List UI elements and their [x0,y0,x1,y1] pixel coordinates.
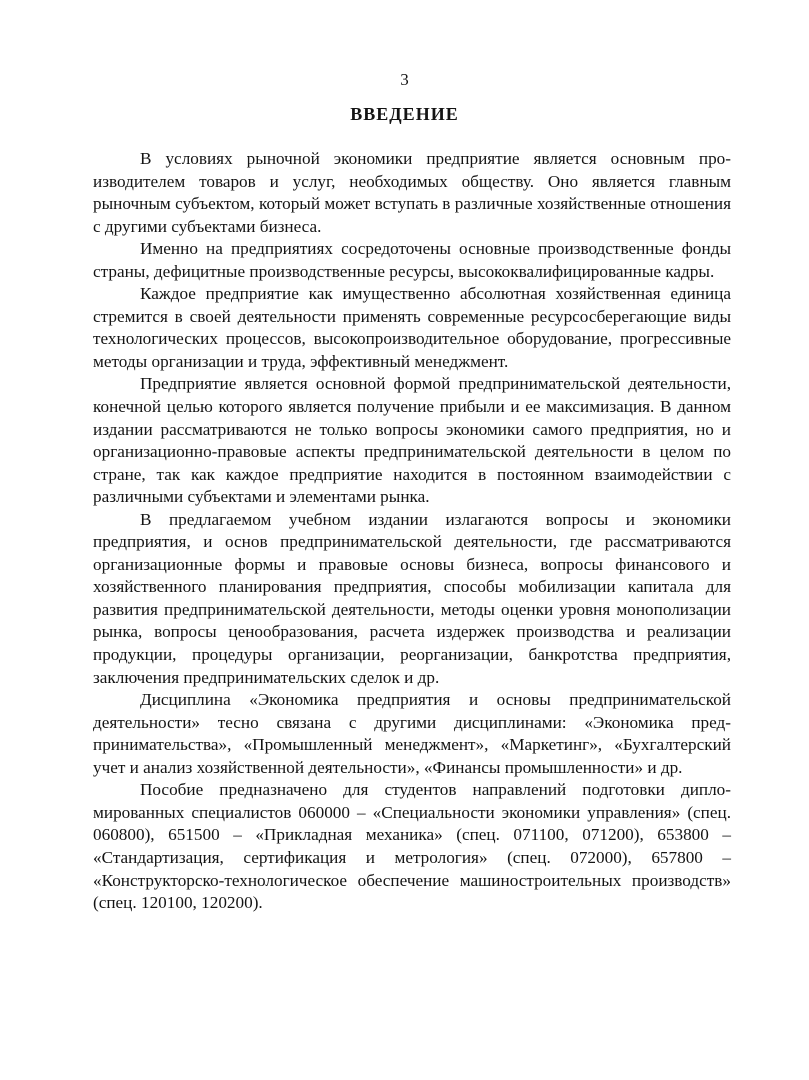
paragraph-4: Предприятие является основной формой предпринимательской деятельности, конечной целью которого является получение прибыли и ее максимизация. В данном издании рассматриваются не только вопросы экономики самого предприятия, но и организационно-правовые аспекты предпринимательской деятельности в целом по стране, так как каждое предприятие находится в постоянном взаимодействии с различными субъектами и элементами рынка. [93,374,731,507]
page-title: ВВЕДЕНИЕ [350,104,459,124]
paragraph-5: В предлагаемом учебном издании излагаются вопросы и экономики предприятия, и основ предпринимательской деятельности, где рассматриваются организационные формы и правовые основы бизнеса, вопросы финансового и хозяйственного планирования предприятия, способы мобилизации капитала для развития предпринимательской деятельности, методы оценки уровня монополизации рынка, вопросы ценообразования, расчета издержек производства и реализации продукции, процедуры организации, реорганизации, банкротства предприятия, заключения предпринимательских сделок и др. [93,509,731,687]
paragraph-7: Пособие предназначено для студентов направлений подготовки дипломированных специалистов 060000 – «Специальности экономики управления» (спец. 060800), 651500 – «Прикладная механика» (спец. 071100, 071200), 653800 – «Стандартизация, сертификация и метрология» (спец. 072000), 657800 – «Конструкторско-технологическое обеспечение машиностроительных производств» (спец. 120100, 120200). [93,780,731,913]
paragraph-2: Именно на предприятиях сосредоточены основные производственные фонды страны, дефицитные производственные ресурсы, высококвалифицированные кадры. [93,239,731,281]
paragraph-3: Каждое предприятие как имущественно абсолютная хозяйственная единица стремится в своей деятельности применять современные ресурсосберегающие виды технологических процессов, высокопроизводительное оборудование, прогрессивные методы организации и труда, эффективный менеджмент. [93,284,731,371]
page-number: 3 [400,70,409,89]
body-text [93,148,731,915]
paragraph-6: Дисциплина «Экономика предприятия и основы предпринимательской деятельности» тесно связана с другими дисциплинами: «Экономика предпринимательства», «Промышленный менеджмент», «Маркетинг», «Бухгалтерский учет и анализ хозяйственной деятельности», «Финансы промышленности» и др. [93,690,731,777]
paragraph-1: В условиях рыночной экономики предприятие является основным производителем товаров и услуг, необходимых обществу. Оно является главным рыночным субъектом, который может вступать в различные хозяйственные отношения с другими субъектами бизнеса. [93,149,731,236]
